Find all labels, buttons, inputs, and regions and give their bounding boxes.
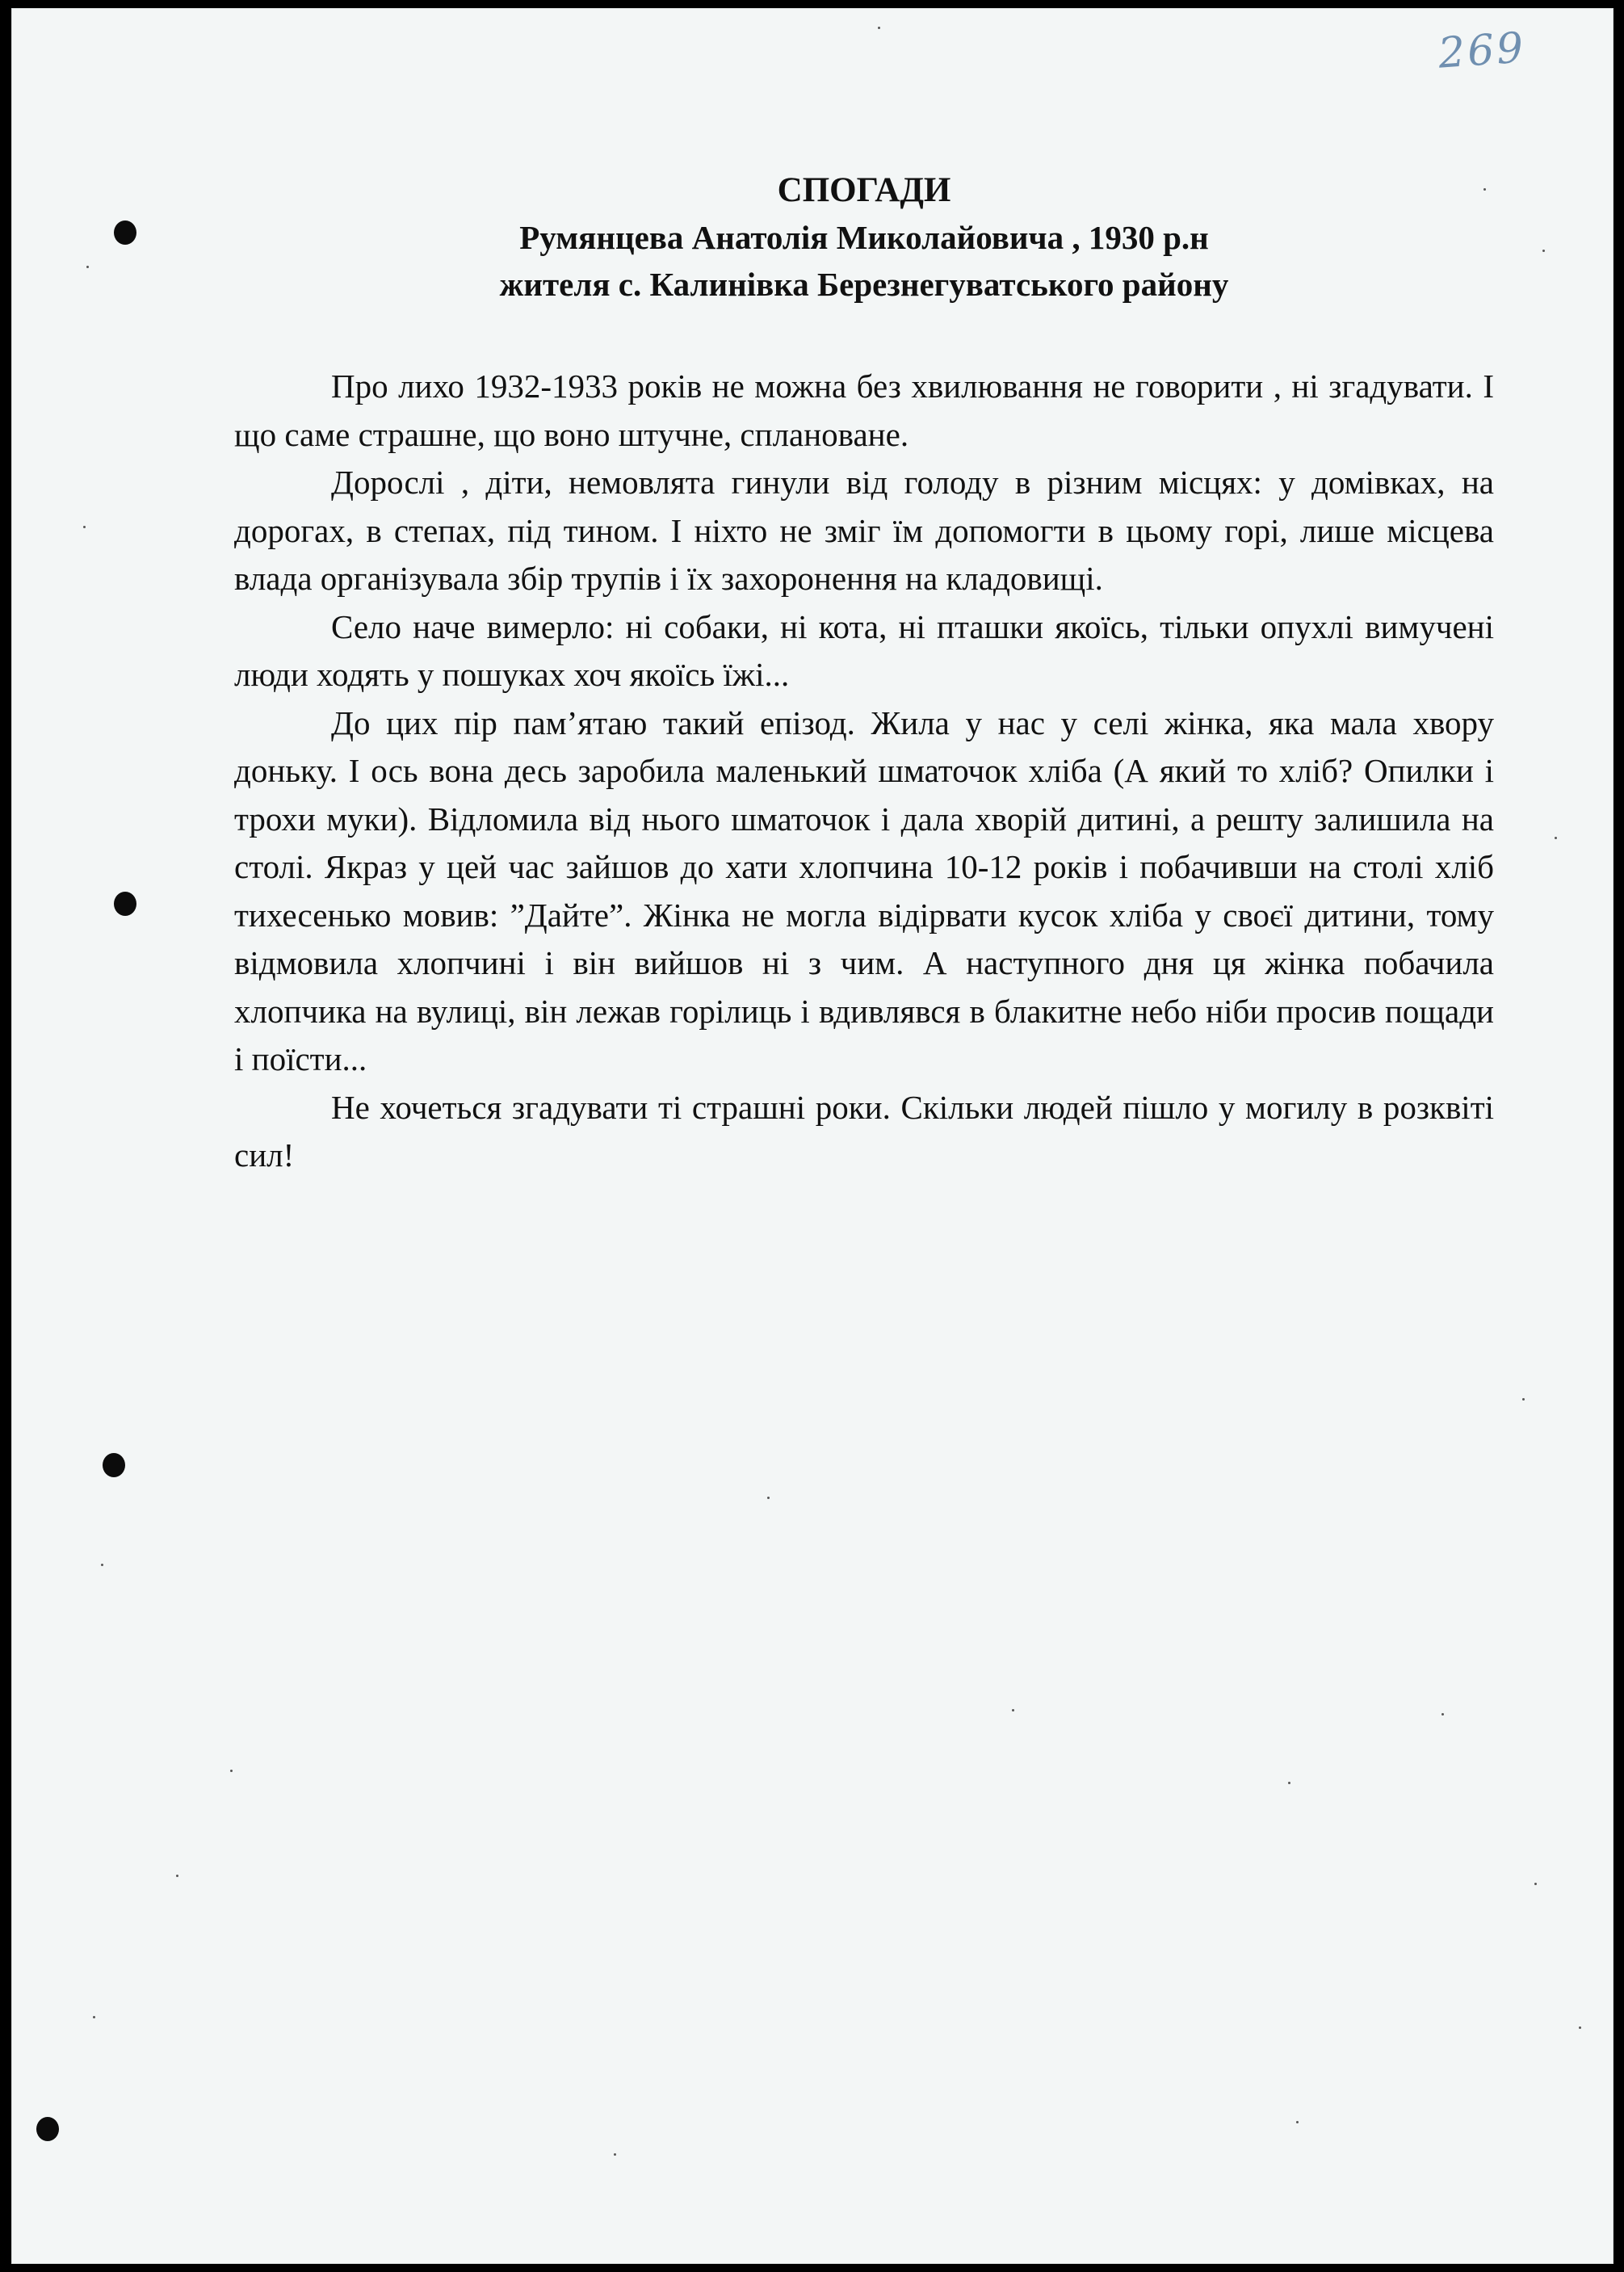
handwritten-page-number: 269 bbox=[1436, 23, 1527, 78]
scan-speck bbox=[1555, 837, 1557, 839]
scan-speck bbox=[230, 1770, 233, 1772]
memoir-body bbox=[234, 363, 1494, 1180]
scan-speck bbox=[1288, 1782, 1290, 1784]
scan-speck bbox=[1579, 2026, 1581, 2029]
scan-speck bbox=[101, 1564, 103, 1566]
paragraph: Село наче вимерло: ні собаки, ні кота, ні пташки якоїсь, тільки опухлі вимучені люди ходять у пошуках хоч якоїсь їжі... bbox=[234, 607, 1494, 693]
document-title: СПОГАДИ bbox=[777, 171, 951, 209]
scan-speck bbox=[1296, 2121, 1299, 2123]
scan-speck bbox=[1522, 1398, 1525, 1401]
document-heading bbox=[12, 167, 1614, 308]
scan-speck bbox=[614, 2153, 616, 2156]
paragraph: Про лихо 1932-1933 років не можна без хвилювання не говорити , ні згадувати. І що саме страшне, що воно штучне, сплановане. bbox=[234, 367, 1494, 453]
paragraph: Не хочеться згадувати ті страшні роки. Скільки людей пішло у могилу в розквіті сил! bbox=[234, 1088, 1494, 1174]
scan-speck bbox=[83, 526, 86, 528]
punch-hole bbox=[36, 2117, 59, 2141]
paragraph: Дорослі , діти, немовлята гинули від голоду в різним місцях: у домівках, на дорогах, в степах, під тином. І ніхто не зміг їм допомогти в цьому горі, лише місцева влада організувала збір трупів і їх захоронення на кладовищі. bbox=[234, 464, 1494, 597]
scan-speck bbox=[767, 1497, 770, 1499]
author-line: Румянцева Анатолія Миколайовича , 1930 р.н bbox=[519, 219, 1209, 256]
residence-line: жителя с. Калинівка Березнегуватського району bbox=[499, 266, 1229, 303]
punch-hole bbox=[114, 892, 136, 916]
scan-speck bbox=[176, 1875, 178, 1877]
scan-speck bbox=[1534, 1883, 1537, 1885]
paragraph: До цих пір пам’ятаю такий епізод. Жила у нас у селі жінка, яка мала хвору доньку. І ось вона десь заробила маленький шматочок хліба (А який то хліб? Опилки і трохи муки). Відломила від нього шматочок і дала хворій дитині, а решту залишила на столі. Якраз у цей час зайшов до хати хлопчина 10-12 років і побачивши на столі хліб тихесенько мовив: ”Дайте”. Жінка не могла відірвати кусок хліба у своєї дитини, тому відмовила хлопчині і він вийшов ні з чим. А наступного дня ця жінка побачила хлопчика на вулиці, він лежав горілиць і вдивлявся в блакитне небо ніби просив пощади і поїсти... bbox=[234, 703, 1494, 1077]
punch-hole bbox=[103, 1453, 125, 1477]
document-page bbox=[11, 8, 1614, 2264]
scan-speck bbox=[1012, 1709, 1014, 1711]
scan-speck bbox=[93, 2016, 95, 2018]
scan-speck bbox=[878, 27, 880, 29]
scan-speck bbox=[1441, 1713, 1444, 1716]
